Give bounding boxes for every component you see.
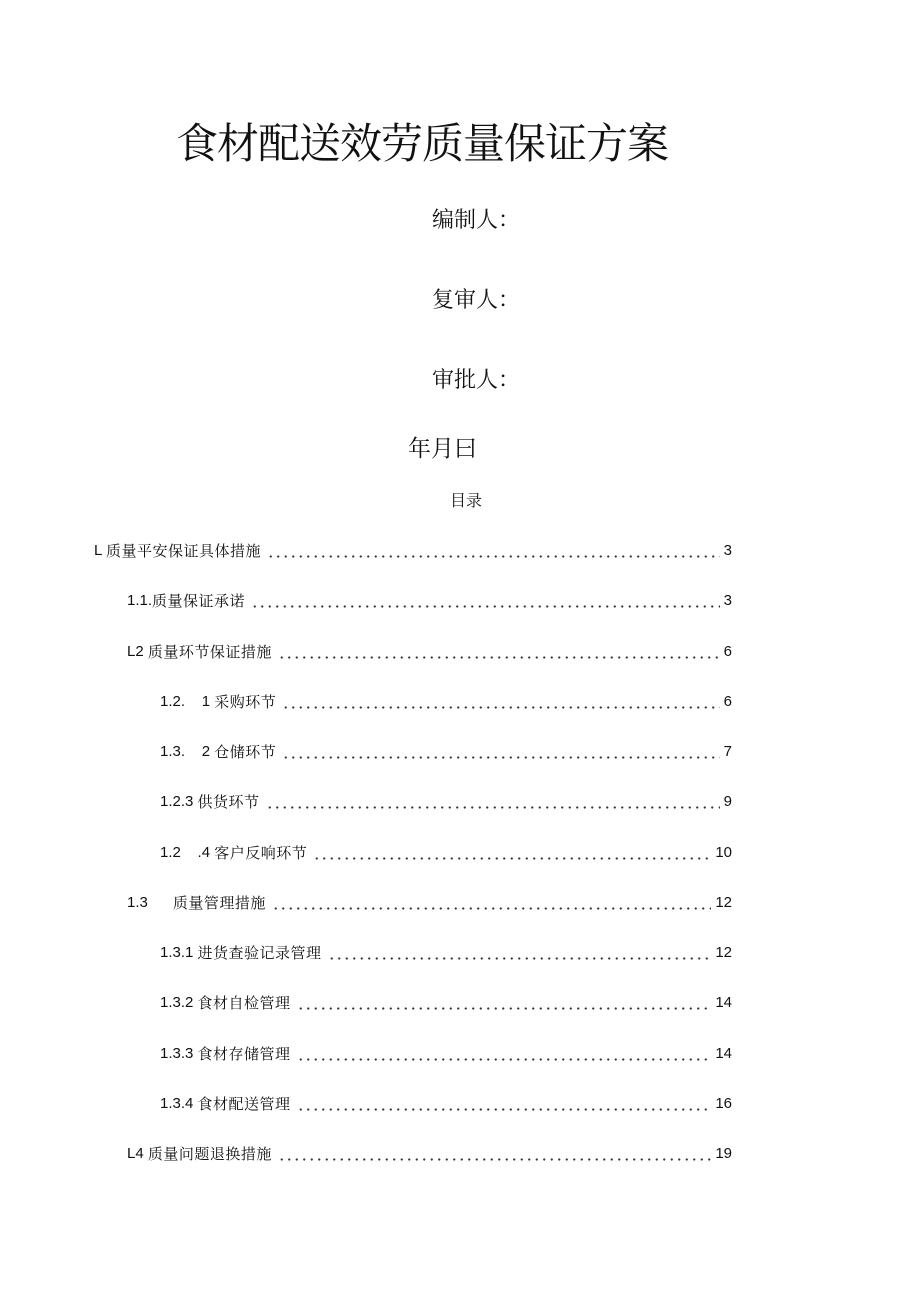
- toc-entry[interactable]: [127, 1143, 732, 1165]
- toc-leader-dots: [267, 540, 720, 562]
- toc-entry-title: 供货环节: [197, 793, 260, 811]
- toc-entry-title: 进货查验记录管理: [197, 944, 322, 962]
- toc-entry[interactable]: [160, 1093, 732, 1115]
- toc-entry-title: 食材存储管理: [197, 1045, 291, 1063]
- toc-leader-dots: [297, 1043, 712, 1065]
- approver-label: 审批人：: [432, 368, 521, 393]
- toc-entry-number: 1.3.1: [160, 944, 198, 961]
- toc-entry-title: 客户反响环节: [214, 844, 308, 862]
- toc-entry-number: L4: [127, 1145, 148, 1162]
- toc-entry-number: L: [94, 542, 106, 559]
- toc-entry-number: 1.2.3: [160, 793, 198, 810]
- toc-leader-dots: [297, 992, 712, 1014]
- toc-entry-number: 1.2. 1: [160, 693, 215, 710]
- toc-entry-page: 14: [715, 994, 732, 1011]
- toc-entry-title: 食材自检管理: [197, 994, 291, 1012]
- toc-leader-dots: [251, 590, 720, 612]
- toc-entry[interactable]: [94, 540, 732, 562]
- toc-entry-page: 16: [715, 1095, 732, 1112]
- toc-entry-title: 质量保证承诺: [152, 592, 246, 610]
- toc-heading: 目录: [450, 491, 483, 510]
- toc-entry-page: 6: [723, 643, 732, 660]
- toc-entry-title: 仓储环节: [214, 743, 277, 761]
- toc-entry[interactable]: [127, 892, 732, 914]
- toc-entry-page: 3: [723, 542, 732, 559]
- toc-leader-dots: [266, 791, 720, 813]
- toc-entry-title: 采购环节: [214, 693, 277, 711]
- toc-leader-dots: [282, 691, 719, 713]
- date-line: 年月曰: [408, 436, 477, 462]
- toc-entry[interactable]: [160, 691, 732, 713]
- toc-entry-number: 1.3. 2: [160, 743, 215, 760]
- editor-label: 编制人：: [432, 208, 521, 233]
- toc-entry[interactable]: [127, 641, 732, 663]
- reviewer-label: 复审人：: [432, 288, 521, 313]
- toc-entry[interactable]: [160, 741, 732, 763]
- toc-entry-number: L2: [127, 643, 148, 660]
- toc-entry-number: 1.3.2: [160, 994, 198, 1011]
- toc-entry-number: 1.3: [127, 894, 173, 911]
- toc-entry-title: 质量平安保证具体措施: [105, 542, 261, 560]
- toc-entry-page: 14: [715, 1045, 732, 1062]
- toc-entry-page: 9: [723, 793, 732, 810]
- toc-leader-dots: [278, 1143, 711, 1165]
- toc-entry-number: 1.3.4: [160, 1095, 198, 1112]
- toc-entry-page: 7: [723, 743, 732, 760]
- toc-entry-number: 1.2 .4: [160, 844, 215, 861]
- toc-leader-dots: [297, 1093, 712, 1115]
- toc-entry-number: 1.3.3: [160, 1045, 198, 1062]
- toc-entry[interactable]: [127, 590, 732, 612]
- toc-entry-title: 质量环节保证措施: [147, 643, 272, 661]
- toc-entry-page: 3: [723, 592, 732, 609]
- toc-entry-page: 12: [715, 944, 732, 961]
- toc-entry-title: 食材配送管理: [197, 1095, 291, 1113]
- document-title: 食材配送效劳质量保证方案: [176, 119, 669, 168]
- toc-entry[interactable]: [160, 942, 732, 964]
- toc-entry[interactable]: [160, 842, 732, 864]
- toc-leader-dots: [328, 942, 712, 964]
- toc-entry-page: 19: [715, 1145, 732, 1162]
- toc-entry-page: 12: [715, 894, 732, 911]
- toc-entry[interactable]: [160, 992, 732, 1014]
- toc-entry-page: 6: [723, 693, 732, 710]
- toc-entry-title: 质量问题退换措施: [147, 1145, 272, 1163]
- toc-entry[interactable]: [160, 1043, 732, 1065]
- toc-leader-dots: [278, 641, 720, 663]
- toc-entry-page: 10: [715, 844, 732, 861]
- toc-entry-title: 质量管理措施: [172, 894, 266, 912]
- toc-entry-number: 1.1.: [127, 592, 153, 609]
- toc-leader-dots: [313, 842, 711, 864]
- toc-leader-dots: [282, 741, 719, 763]
- toc-entry[interactable]: [160, 791, 732, 813]
- toc-leader-dots: [272, 892, 711, 914]
